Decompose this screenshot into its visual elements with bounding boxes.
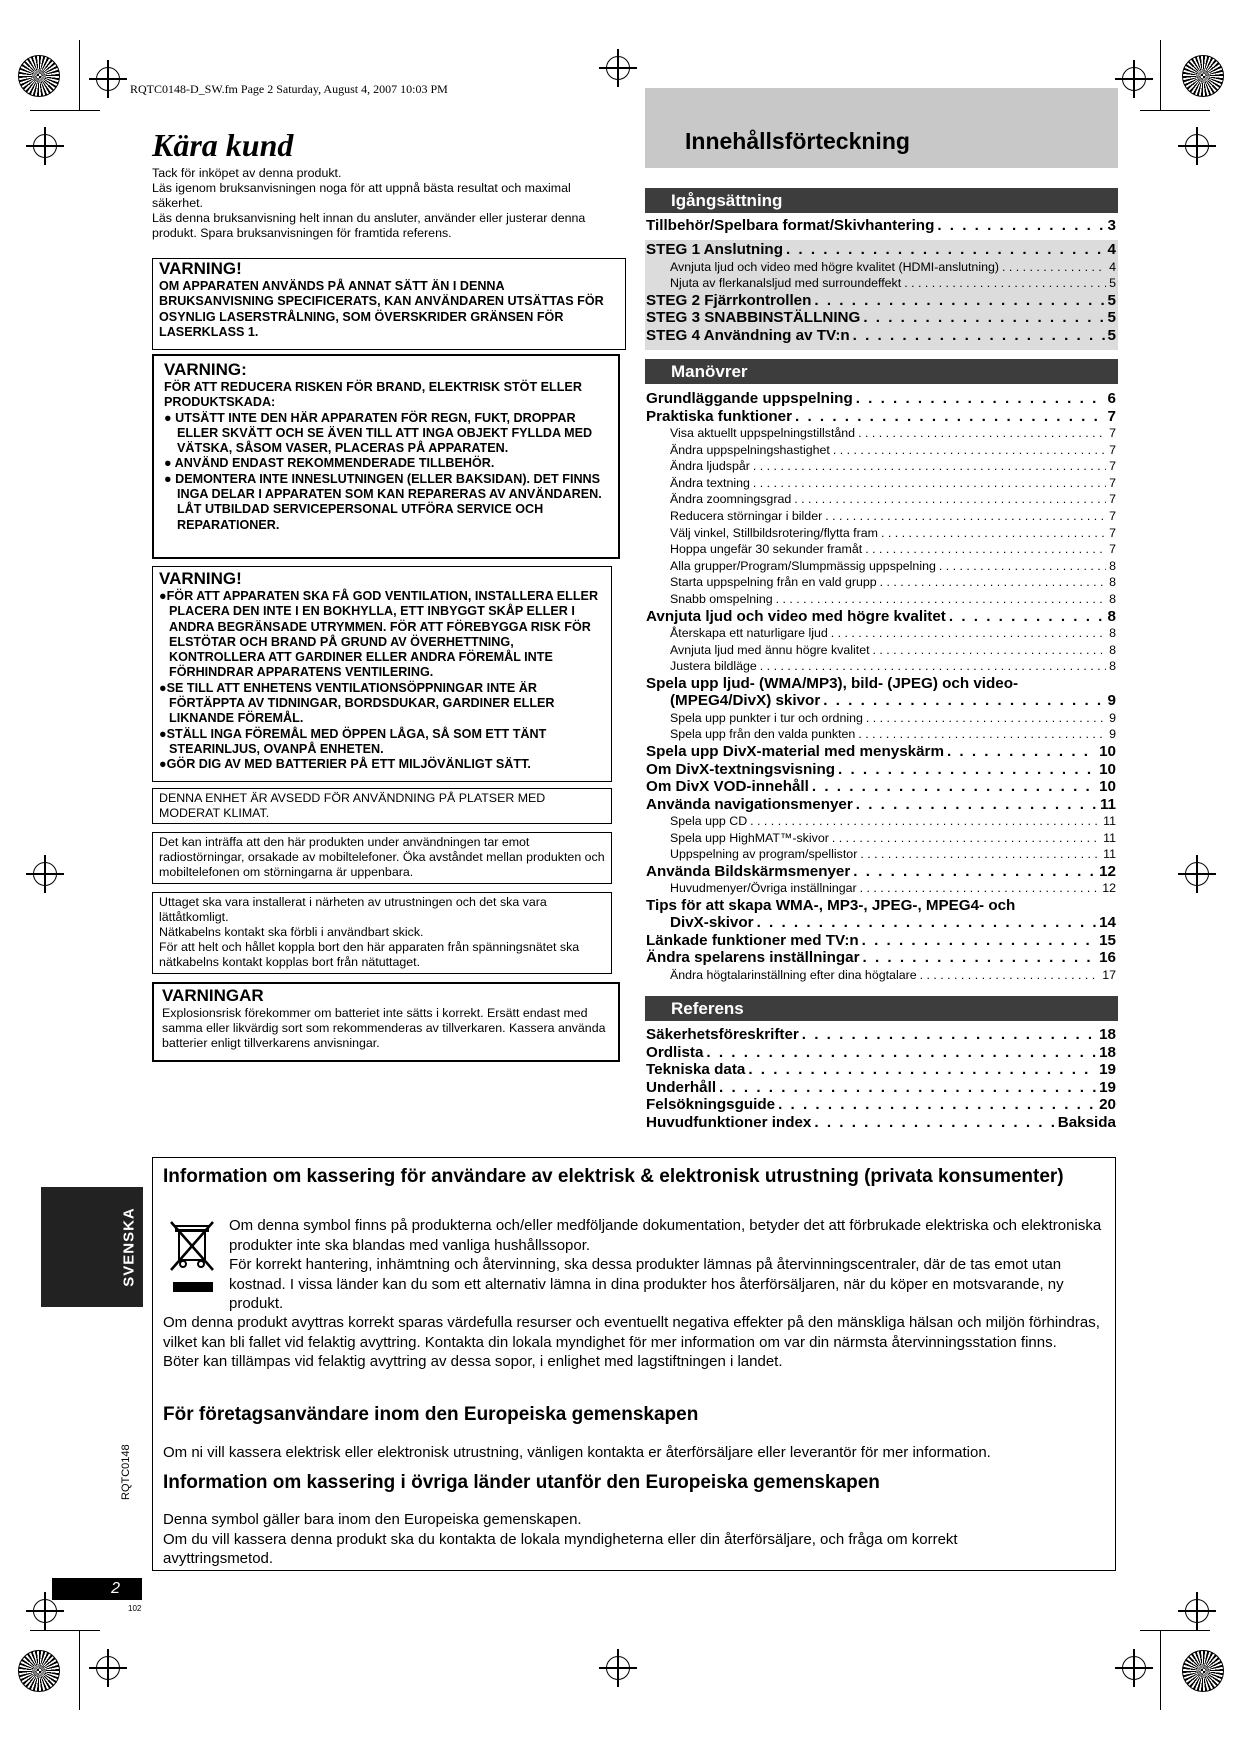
toc-entry[interactable] <box>646 275 1116 292</box>
toc-entry[interactable] <box>646 442 1116 459</box>
outlet-line: För att helt och hållet koppla bort den här apparaten från spänningsnätet ska nätkabelns kontakt kopplas bort från nätuttaget. <box>159 940 580 969</box>
section-label: Igångsättning <box>671 191 783 210</box>
toc-entry[interactable] <box>646 475 1116 492</box>
climate-note: DENNA ENHET ÄR AVSEDD FÖR ANVÄNDNING PÅ PLATSER MED MODERAT KLIMAT. <box>159 791 546 820</box>
toc-section-setup <box>645 188 1118 213</box>
toc-entry[interactable] <box>646 863 1116 881</box>
toc-entry-title: Ändra högtalarinställning efter dina högtalare <box>670 967 917 982</box>
toc-entry-page: 14 <box>1099 914 1116 932</box>
toc-entry-title: Visa aktuellt uppspelningstillstånd <box>670 426 856 440</box>
toc-entry[interactable] <box>646 796 1116 814</box>
toc-leader-dots <box>949 608 1105 626</box>
toc-entry-page: 8 <box>1109 575 1116 590</box>
toc-entry[interactable] <box>646 491 1116 508</box>
toc-leader-dots <box>860 880 1100 897</box>
warning-box-laser <box>152 258 626 350</box>
toc-entry-page: 7 <box>1109 475 1116 490</box>
toc-entry-title: Grundläggande uppspelning <box>646 390 853 407</box>
toc-leader-dots <box>832 830 1100 847</box>
toc-entry-title: Spela upp från den valda punkten <box>670 727 856 742</box>
toc-entry[interactable] <box>646 1114 1116 1132</box>
crosshair-mark-icon <box>1122 67 1146 91</box>
toc-entry-page: 8 <box>1109 558 1116 573</box>
toc-entry-page: 4 <box>1107 241 1116 258</box>
toc-entry-page: 5 <box>1107 309 1116 327</box>
toc-entry-page: 8 <box>1109 659 1116 674</box>
toc-entry-page: 10 <box>1099 778 1116 795</box>
toc-entry-title: Använda navigationsmenyer <box>646 795 853 813</box>
toc-entry[interactable] <box>646 408 1116 426</box>
toc-entry-title: Ändra ljudspår <box>670 459 750 474</box>
battery-warning-text: Explosionsrisk förekommer om batteriet inte sätts i korrekt. Ersätt endast med samma eller likvärdig sort som rekommenderas av tillverkaren. Kassera använda batterier enligt tillverkarens anvisningar. <box>162 1006 606 1050</box>
model-code: RQTC0148 <box>120 1444 132 1500</box>
toc-entry[interactable] <box>646 743 1116 761</box>
toc-entry-page: 15 <box>1099 931 1116 949</box>
toc-entry-title: Spela upp DivX-material med menyskärm <box>646 743 944 760</box>
toc-entry-title: Spela upp HighMAT™-skivor <box>670 830 829 845</box>
warning-box-ventilation <box>152 566 612 782</box>
toc-leader-dots <box>757 914 1097 932</box>
toc-entry-title: Avnjuta ljud och video med högre kvalitet <box>646 607 946 625</box>
toc-entry-page: 8 <box>1107 607 1116 625</box>
toc-entry-page: 18 <box>1099 1026 1116 1043</box>
outside-eu-paragraph: Denna symbol gäller bara inom den Europeiska gemenskapen. <box>163 1511 582 1528</box>
toc-entry[interactable] <box>646 846 1116 863</box>
crosshair-mark-icon <box>33 1599 57 1623</box>
toc-entry[interactable] <box>646 558 1116 575</box>
toc-leader-dots <box>719 1079 1096 1097</box>
toc-entry[interactable] <box>646 458 1116 475</box>
toc-list-setup <box>646 217 1116 235</box>
toc-entry-page: 8 <box>1109 642 1116 657</box>
toc-leader-dots <box>858 726 1106 743</box>
toc-entry-title: Alla grupper/Program/Slumpmässig uppspelning <box>670 558 936 573</box>
toc-entry[interactable] <box>646 327 1116 345</box>
warning-bullet: ●SE TILL ATT ENHETENS VENTILATIONSÖPPNINGAR INTE ÄR FÖRTÄPPTA AV TIDNINGAR, BORDSDUKAR, GARDINER ELLER LIKNANDE FÖREMÅL. <box>159 680 555 726</box>
toc-leader-dots <box>814 1114 1054 1132</box>
toc-leader-dots <box>863 309 1104 327</box>
toc-leader-dots <box>748 1061 1096 1079</box>
toc-leader-dots <box>814 292 1104 310</box>
toc-entry[interactable] <box>646 309 1116 327</box>
toc-leader-dots <box>939 558 1106 575</box>
crop-line <box>1140 1630 1210 1631</box>
toc-entry[interactable] <box>646 508 1116 525</box>
toc-entry-title: Om DivX VOD-innehåll <box>646 778 809 795</box>
outside-eu-paragraph: Om du vill kassera denna produkt ska du kontakta de lokala myndigheterna eller din återförsäljare, och fråga om korrekt avyttringsmetod. <box>163 1530 958 1567</box>
toc-entry-page: 11 <box>1099 795 1116 813</box>
crop-line <box>1140 110 1210 111</box>
business-heading: För företagsanvändare inom den Europeiska gemenskapen <box>163 1404 699 1425</box>
toc-entry-title: (MPEG4/DivX) skivor <box>670 692 821 710</box>
toc-entry-page: 10 <box>1099 760 1116 778</box>
toc-entry[interactable] <box>646 425 1116 442</box>
crosshair-mark-icon <box>1185 1599 1209 1623</box>
toc-leader-dots <box>856 390 1105 408</box>
toc-entry[interactable] <box>646 880 1116 897</box>
toc-entry-page: 12 <box>1102 881 1116 896</box>
crop-line <box>1160 1630 1161 1710</box>
toc-entry-title: Ändra spelarens inställningar <box>646 949 860 967</box>
toc-leader-dots <box>863 949 1097 967</box>
toc-entry-title: Spela upp CD <box>670 814 748 828</box>
toc-entry[interactable] <box>646 675 1116 693</box>
crosshair-mark-icon <box>606 56 630 80</box>
toc-entry-page: 8 <box>1109 591 1116 606</box>
toc-leader-dots <box>865 541 1106 558</box>
toc-entry[interactable] <box>646 897 1116 915</box>
toc-entry-page: 3 <box>1107 217 1116 234</box>
toc-entry[interactable] <box>646 259 1116 276</box>
toc-entry-title: Tips för att skapa WMA-, MP3-, JPEG-, MPEG4- och <box>646 896 1016 914</box>
toc-leader-dots <box>853 863 1096 881</box>
toc-entry-title: Njuta av flerkanalsljud med surroundeffekt <box>670 276 902 291</box>
toc-leader-dots <box>880 574 1106 591</box>
toc-leader-dots <box>802 1026 1096 1044</box>
toc-entry-title: Avnjuta ljud med ännu högre kvalitet <box>670 642 870 657</box>
toc-entry-title: Välj vinkel, Stillbildsrotering/flytta fram <box>670 525 878 540</box>
disposal-heading: Information om kassering för användare av elektrisk & elektronisk utrustning (privata konsumenter) <box>163 1166 1064 1187</box>
toc-entry-page: 10 <box>1099 743 1116 760</box>
toc-leader-dots <box>750 813 1100 830</box>
toc-leader-dots <box>947 743 1096 761</box>
toc-entry-title: STEG 3 SNABBINSTÄLLNING <box>646 309 861 327</box>
toc-entry-title: Om DivX-textningsvisning <box>646 760 836 778</box>
radio-interference-box <box>152 832 612 884</box>
toc-leader-dots <box>706 1044 1096 1062</box>
toc-entry-page: 7 <box>1109 426 1116 440</box>
toc-leader-dots <box>776 591 1106 608</box>
warning-title: VARNING: <box>164 360 247 379</box>
toc-leader-dots <box>904 275 1106 292</box>
toc-entry[interactable] <box>646 1096 1116 1114</box>
toc-entry[interactable] <box>646 1079 1116 1097</box>
toc-entry-page: 7 <box>1109 542 1116 557</box>
toc-entry-title: Säkerhetsföreskrifter <box>646 1026 799 1043</box>
crosshair-mark-icon <box>33 134 57 158</box>
page-number-label: 2 <box>111 1580 120 1597</box>
toc-entry[interactable] <box>646 658 1116 675</box>
toc-leader-dots <box>866 710 1106 727</box>
toc-entry-title: Uppspelning av program/spellistor <box>670 847 858 862</box>
registration-sunburst-icon <box>1182 1650 1224 1692</box>
toc-entry-page: 5 <box>1107 291 1116 309</box>
disposal-paragraph: Om denna symbol finns på produkterna och/eller medföljande dokumentation, betyder det att förbrukade elektriska och elektroniska produkter inte ska blandas med vanliga hushållssopor. <box>229 1217 1102 1254</box>
toc-entry[interactable] <box>646 949 1116 967</box>
toc-leader-dots <box>794 491 1106 508</box>
climate-note-box <box>152 788 612 824</box>
toc-entry-page: 8 <box>1109 626 1116 641</box>
language-tab-label: SVENSKA <box>120 1207 138 1287</box>
toc-entry-title: DivX-skivor <box>670 914 754 932</box>
toc-entry-page: 11 <box>1103 847 1116 862</box>
crosshair-mark-icon <box>1185 862 1209 886</box>
toc-entry-title: Tillbehör/Spelbara format/Skivhantering <box>646 217 935 234</box>
toc-entry-page: 12 <box>1099 862 1116 880</box>
toc-leader-dots <box>873 642 1107 659</box>
disposal-paragraph: Om denna produkt avyttras korrekt sparas värdefulla resurser och eventuellt negativa effekter på den mänskliga hälsan och miljön förhindras, vilket kan bli fallet vid felaktig avyttring. Kontakta din lokala myndighet för mer information om var din närmsta återvinningsstation finns. <box>163 1314 1100 1351</box>
mains-outlet-box <box>152 892 612 974</box>
toc-leader-dots <box>920 967 1100 984</box>
toc-entry-page: 6 <box>1107 390 1116 407</box>
toc-entry-page: 18 <box>1099 1043 1116 1061</box>
warning-bullet: ● UTSÄTT INTE DEN HÄR APPARATEN FÖR REGN, FUKT, DROPPAR ELLER SKVÄTT OCH SE ÄVEN TILL ATT INGA OBJEKT FYLLDA MED VÄTSKA, SÅSOM VASER, PLACERAS PÅ APPARATEN. <box>164 410 593 456</box>
interference-note: Det kan inträffa att den här produkten under användningen tar emot radiostörningar, orsakade av mobiltelefoner. Öka avståndet mellan produkten och mobiltelefonen om störningarna är uppenbara. <box>159 835 605 879</box>
warning-bullet: ●STÄLL INGA FÖREMÅL MED ÖPPEN LÅGA, SÅ SOM ETT TÄNT STEARINLJUS, OVANPÅ ENHETEN. <box>159 726 547 756</box>
crosshair-mark-icon <box>33 862 57 886</box>
toc-entry-title: Spela upp ljud- (WMA/MP3), bild- (JPEG) och video- <box>646 674 1019 692</box>
warning-bullet: ● DEMONTERA INTE INNESLUTNINGEN (ELLER BAKSIDAN). DET FINNS INGA DELAR I APPARATEN SOM KAN REPARERAS AV ANVÄNDAREN. LÅT UTBILDAD SERVICEPERSONAL UTFÖRA SERVICE OCH REPARATIONER. <box>164 471 602 532</box>
crosshair-mark-icon <box>96 1656 120 1680</box>
internal-page-code: 102 <box>128 1604 142 1613</box>
business-paragraph: Om ni vill kassera elektrisk eller elektronisk utrustning, vänligen kontakta er återförsäljare eller leverantör för mer information. <box>163 1444 991 1461</box>
toc-entry-title: Länkade funktioner med TV:n <box>646 931 859 949</box>
toc-entry-title: Justera bildläge <box>670 659 757 674</box>
toc-entry-page: 9 <box>1107 692 1116 710</box>
toc-entry[interactable] <box>646 692 1116 710</box>
toc-entry-title: Underhåll <box>646 1078 717 1096</box>
toc-leader-dots <box>760 658 1106 675</box>
toc-entry[interactable] <box>646 541 1116 558</box>
toc-leader-dots <box>825 508 1106 525</box>
warning-title: VARNINGAR <box>162 986 264 1005</box>
toc-entry-title: Använda Bildskärmsmenyer <box>646 862 851 880</box>
toc-leader-dots <box>881 525 1106 542</box>
toc-entry-title: Starta uppspelning från en vald grupp <box>670 575 877 590</box>
toc-list-steps <box>646 241 1116 344</box>
toc-entry-page: 7 <box>1109 525 1116 540</box>
intro-line: Läs denna bruksanvisning helt innan du ansluter, använder eller justerar denna produkt. Spara bruksanvisningen för framtida referens. <box>152 211 586 240</box>
crosshair-mark-icon <box>606 1656 630 1680</box>
outlet-line: Nätkabelns kontakt ska förbli i användbart skick. <box>159 925 424 939</box>
toc-entry-page: 19 <box>1099 1078 1116 1096</box>
toc-list-reference <box>646 1026 1116 1131</box>
toc-entry[interactable] <box>646 967 1116 984</box>
outside-eu-heading: Information om kassering i övriga länder utanför den Europeiska gemenskapen <box>163 1472 880 1493</box>
toc-entry-page: 7 <box>1109 459 1116 474</box>
language-tab <box>41 1187 143 1307</box>
page-number <box>52 1578 142 1600</box>
toc-entry[interactable] <box>646 608 1116 626</box>
toc-leader-dots <box>753 458 1106 475</box>
toc-entry[interactable] <box>646 1061 1116 1079</box>
toc-entry-page: 7 <box>1109 442 1116 457</box>
crop-line <box>79 1630 80 1710</box>
toc-entry[interactable] <box>646 525 1116 542</box>
registration-sunburst-icon <box>1182 55 1224 97</box>
toc-entry-title: Huvudfunktioner index <box>646 1113 812 1131</box>
toc-entry-title: Praktiska funktioner <box>646 407 793 425</box>
toc-entry[interactable] <box>646 625 1116 642</box>
toc-entry-title: Ändra uppspelningshastighet <box>670 442 830 457</box>
toc-entry-title: Felsökningsguide <box>646 1096 776 1113</box>
page-title: Kära kund <box>152 127 294 163</box>
warning-title: VARNING! <box>159 259 242 278</box>
toc-entry-title: Återskapa ett naturligare ljud <box>670 626 828 641</box>
toc-list-operations <box>646 390 1116 983</box>
toc-entry-page: 7 <box>1109 508 1116 523</box>
toc-entry[interactable] <box>646 642 1116 659</box>
toc-entry-page: 11 <box>1103 830 1116 845</box>
intro-line: Tack för inköpet av denna produkt. <box>152 166 342 180</box>
toc-leader-dots <box>1002 259 1106 276</box>
toc-entry-page: 16 <box>1099 949 1116 967</box>
toc-entry-title: STEG 1 Anslutning <box>646 241 783 258</box>
toc-entry[interactable] <box>646 830 1116 847</box>
disposal-paragraph: Böter kan tillämpas vid felaktig avyttring av dessa sopor, i enlighet med lagstiftningen i landet. <box>163 1353 783 1370</box>
file-header: RQTC0148-D_SW.fm Page 2 Saturday, August 4, 2007 10:03 PM <box>130 82 448 96</box>
toc-entry[interactable] <box>646 932 1116 950</box>
outlet-line: Uttaget ska vara installerat i närheten av utrustningen och det ska vara lättåtkomligt. <box>159 895 547 924</box>
toc-leader-dots <box>823 692 1104 710</box>
toc-section-reference <box>645 996 1118 1021</box>
toc-entry[interactable] <box>646 1044 1116 1062</box>
crosshair-mark-icon <box>96 67 120 91</box>
toc-header <box>645 88 1118 168</box>
toc-leader-dots <box>853 327 1105 345</box>
toc-leader-dots <box>856 796 1097 814</box>
toc-leader-dots <box>812 778 1096 796</box>
crop-line <box>79 40 80 110</box>
toc-entry-page: 11 <box>1103 814 1116 828</box>
toc-leader-dots <box>838 761 1096 779</box>
warning-text <box>164 380 610 533</box>
registration-sunburst-icon <box>18 1650 60 1692</box>
toc-entry[interactable] <box>646 914 1116 932</box>
warning-title: VARNING! <box>159 569 242 588</box>
toc-entry[interactable] <box>646 710 1116 727</box>
crosshair-mark-icon <box>1122 1656 1146 1680</box>
toc-entry-title: Spela upp punkter i tur och ordning <box>670 710 863 725</box>
toc-entry-title: Ändra zoomningsgrad <box>670 492 792 507</box>
toc-entry-page: 7 <box>1107 407 1116 425</box>
toc-entry-title: Ordlista <box>646 1043 704 1061</box>
crop-line <box>1160 40 1161 110</box>
warning-text <box>159 589 605 773</box>
toc-entry[interactable] <box>646 574 1116 591</box>
toc-entry[interactable] <box>646 1026 1116 1044</box>
toc-entry-page: 19 <box>1099 1061 1116 1078</box>
toc-leader-dots <box>860 846 1100 863</box>
toc-leader-dots <box>862 932 1096 950</box>
warning-bullet: ● ANVÄND ENDAST REKOMMENDERADE TILLBEHÖR. <box>164 456 495 471</box>
intro-text <box>152 166 612 241</box>
crossed-wheelie-bin-icon <box>167 1216 219 1298</box>
toc-entry[interactable] <box>646 217 1116 235</box>
toc-leader-dots <box>937 217 1104 235</box>
toc-leader-dots <box>778 1096 1096 1114</box>
toc-entry-title: STEG 2 Fjärrkontrollen <box>646 291 812 309</box>
crop-line <box>30 110 100 111</box>
toc-entry-title: Snabb omspelning <box>670 591 773 606</box>
toc-entry-page: 20 <box>1099 1096 1116 1113</box>
toc-entry-page: 9 <box>1109 710 1116 725</box>
toc-entry[interactable] <box>646 292 1116 310</box>
toc-entry-page: 4 <box>1109 259 1116 274</box>
section-label: Manövrer <box>671 362 748 381</box>
crosshair-mark-icon <box>1185 134 1209 158</box>
toc-leader-dots <box>831 625 1106 642</box>
toc-leader-dots <box>795 408 1105 426</box>
disposal-info-box <box>152 1157 1116 1571</box>
toc-entry-page: 5 <box>1107 326 1116 344</box>
toc-entry[interactable] <box>646 390 1116 408</box>
crop-line <box>30 1630 100 1631</box>
warning-bullet: ●FÖR ATT APPARATEN SKA FÅ GOD VENTILATION, INSTALLERA ELLER PLACERA DEN INTE I EN BOKHYLLA, ETT INBYGGT SKÅP ELLER I ANDRA BEGRÄNSADE UTRYMMEN. FÖR ATT FÖREBYGGA RISK FÖR ELSTÖTAR OCH BRAND PÅ GRUND AV ÖVERHETTNING, KONTROLLERA ATT GARDINER ELLER ANDRA FÖREMÅL INTE FÖRHINDRAR APPARATENS VENTILERING. <box>159 589 599 680</box>
toc-entry-title: Reducera störningar i bilder <box>670 508 823 523</box>
toc-leader-dots <box>833 442 1106 459</box>
toc-entry[interactable] <box>646 591 1116 608</box>
toc-entry[interactable] <box>646 726 1116 743</box>
toc-leader-dots <box>786 241 1105 259</box>
section-label: Referens <box>671 999 744 1018</box>
disposal-paragraph: För korrekt hantering, inhämtning och återvinning, ska dessa produkter lämnas på återvinningscentraler, där de tas emot utan kostnad. I vissa länder kan du som ett alternativ lämna in dina produkter hos återförsäljaren, när du köper en motsvarande, ny produkt. <box>229 1256 1064 1312</box>
toc-entry-title: STEG 4 Användning av TV:n <box>646 326 850 344</box>
toc-entry[interactable] <box>646 813 1116 830</box>
toc-leader-dots <box>753 475 1106 492</box>
warning-bullet: ●GÖR DIG AV MED BATTERIER PÅ ETT MILJÖVÄNLIGT SÄTT. <box>159 757 531 772</box>
toc-entry-title: Huvudmenyer/Övriga inställningar <box>670 881 857 896</box>
battery-warning-box <box>152 982 620 1062</box>
toc-section-operations <box>645 359 1118 384</box>
registration-sunburst-icon <box>18 55 60 97</box>
toc-entry-title: Ändra textning <box>670 475 750 490</box>
warning-text: OM APPARATEN ANVÄNDS PÅ ANNAT SÄTT ÄN I DENNA BRUKSANVISNING SPECIFICERATS, KAN ANVÄNDAREN UTSÄTTAS FÖR OSYNLIG LASERSTRÅLNING, SOM ÖVERSKRIDER GRÄNSEN FÖR LASERKLASS 1. <box>159 279 604 339</box>
intro-line: Läs igenom bruksanvisningen noga för att uppnå bästa resultat och maximal säkerhet. <box>152 181 571 210</box>
toc-entry-page: 7 <box>1109 492 1116 507</box>
toc-entry-title: Tekniska data <box>646 1061 746 1078</box>
toc-entry-page: Baksida <box>1057 1113 1116 1131</box>
toc-entry-page: 9 <box>1109 727 1116 742</box>
toc-entry-title: Avnjuta ljud och video med högre kvalitet (HDMI-anslutning) <box>670 259 999 274</box>
toc-entry-page: 17 <box>1102 967 1116 982</box>
toc-entry-title: Hoppa ungefär 30 sekunder framåt <box>670 542 863 557</box>
warning-box-fire <box>152 354 620 559</box>
warning-lead: FÖR ATT REDUCERA RISKEN FÖR BRAND, ELEKTRISK STÖT ELLER PRODUKTSKADA: <box>164 380 582 410</box>
toc-entry[interactable] <box>646 241 1116 259</box>
toc-entry[interactable] <box>646 778 1116 796</box>
toc-leader-dots <box>858 425 1106 442</box>
toc-entry-page: 5 <box>1109 276 1116 291</box>
toc-title: Innehållsförteckning <box>685 128 910 154</box>
toc-entry[interactable] <box>646 761 1116 779</box>
